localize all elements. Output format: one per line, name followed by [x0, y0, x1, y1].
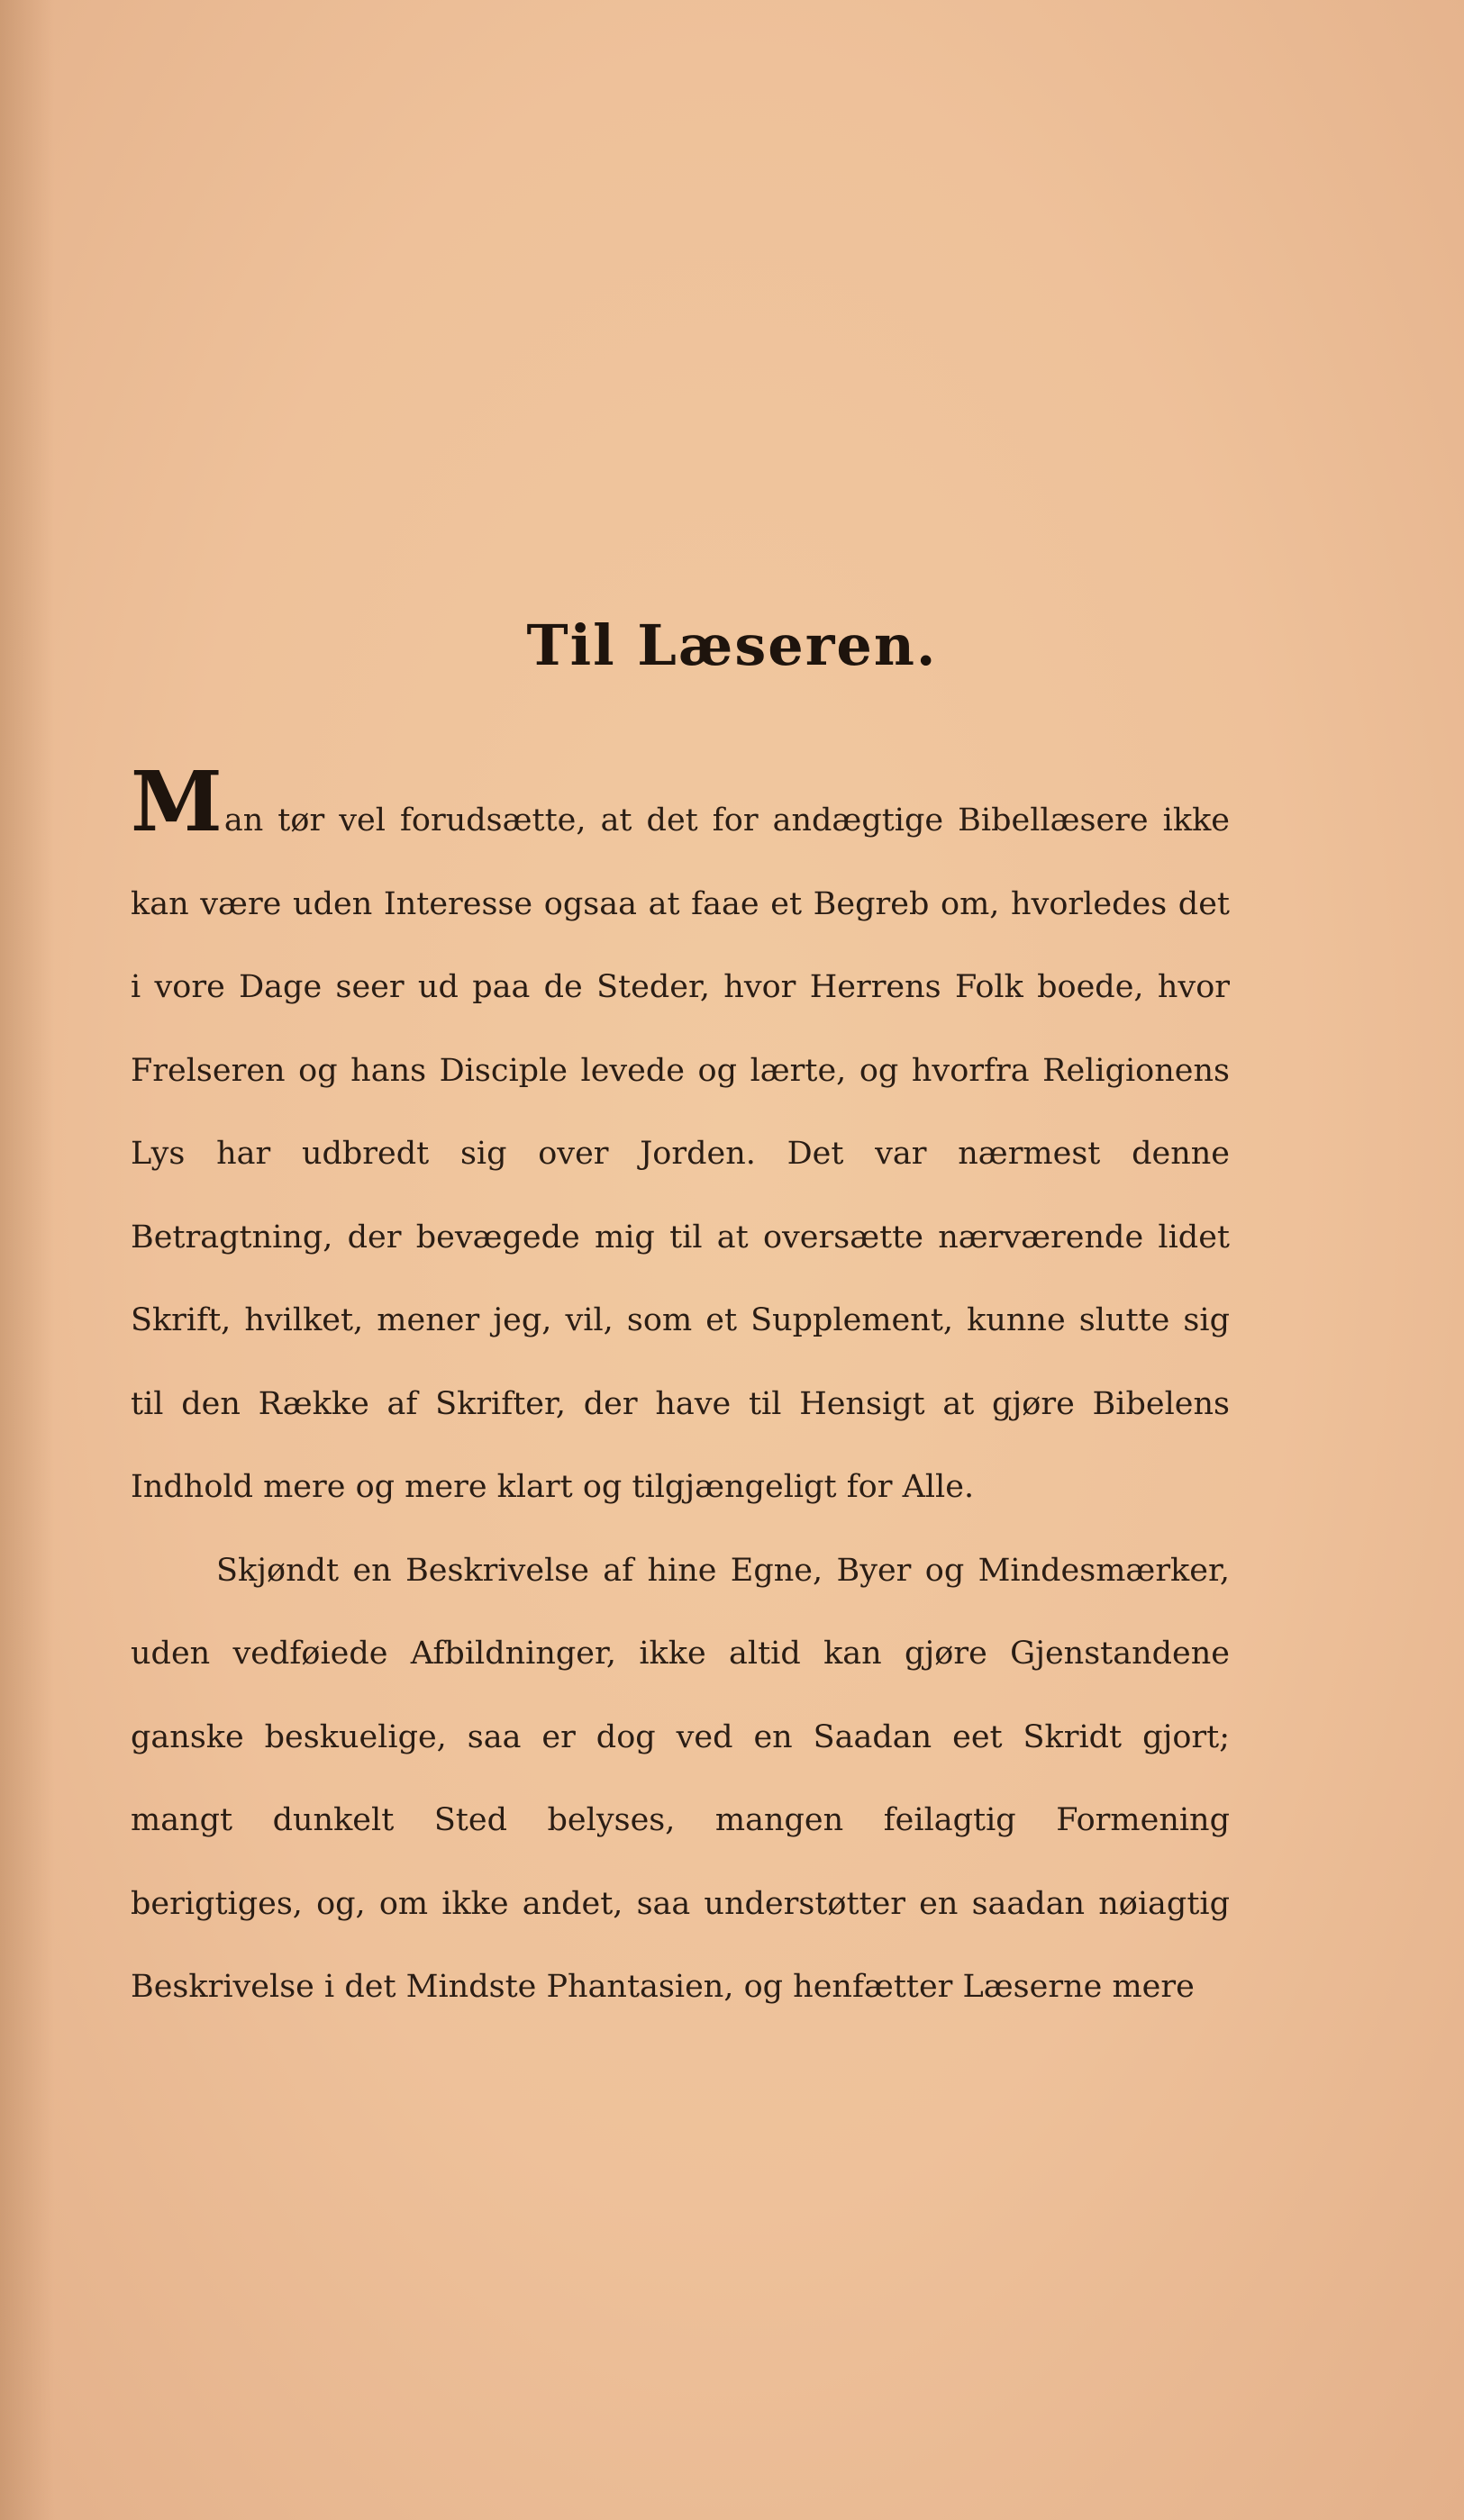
page-title: Til Læseren.: [526, 612, 938, 678]
drop-cap: M: [131, 753, 223, 850]
paragraph-2-text: Skjøndt en Beskrivelse af hine Egne, Byer og Mindesmærker, uden vedføiede Afbildninger, ikke altid kan gjøre Gjenstandene ganske beskuelige, saa er dog ved en Saadan eet Skridt gjort; mangt dunkelt Sted belyses, mangen feilagtig Formening berigtiges, og, om ikke andet, saa understøtter en saadan nøiagtig Beskrivelse i det Mindste Phantasien, og henfætter Læserne mere: [131, 1552, 1230, 2005]
paragraph-1: [131, 753, 1230, 1529]
paragraph-2: [131, 1529, 1230, 2029]
page-edge-shadow: [0, 0, 54, 2520]
paragraph-1-text: an tør vel forudsætte, at det for andægtige Bibellæsere ikke kan være uden Interesse ogsaa at faae et Begreb om, hvorledes det i vore Dage seer ud paa de Steder, hvor Herrens Folk boede, hvor Frelseren og hans Disciple levede og lærte, og hvorfra Religionens Lys har udbredt sig over Jorden. Det var nærmest denne Betragtning, der bevægede mig til at oversætte nærværende lidet Skrift, hvilket, mener jeg, vil, som et Supplement, kunne slutte sig til den Række af Skrifter, der have til Hensigt at gjøre Bibelens Indhold mere og mere klart og tilgjængeligt for Alle.: [131, 802, 1230, 1505]
body-text: [131, 753, 1230, 2029]
